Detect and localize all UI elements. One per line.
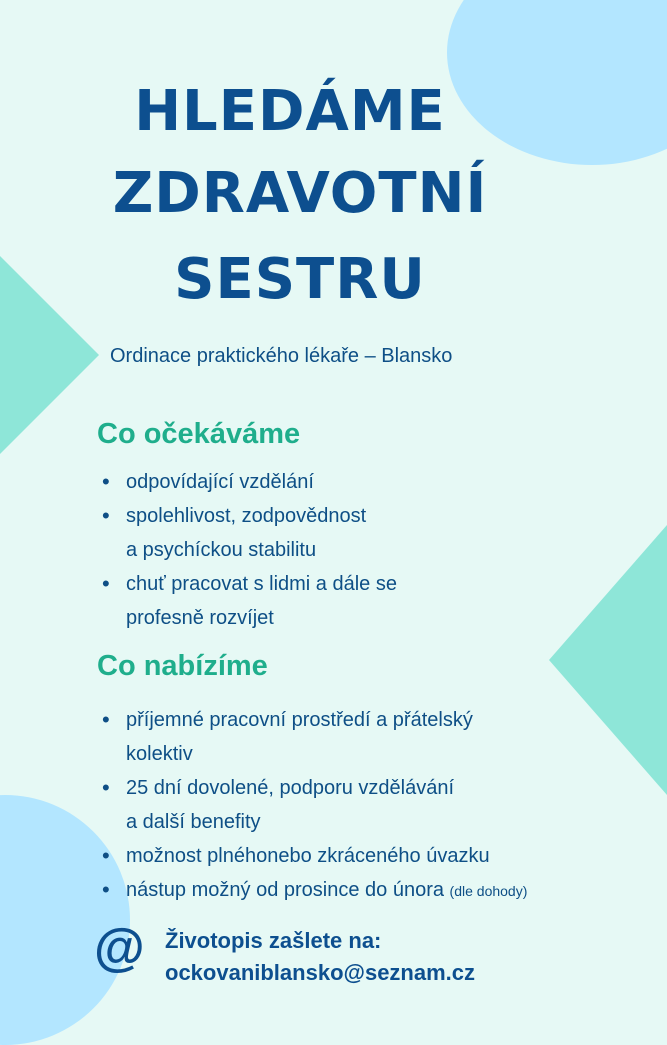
list-item (100, 567, 520, 635)
decor-circle-top-right (447, 0, 667, 165)
list-item (100, 703, 660, 771)
title-line-1: HLEDÁME (134, 79, 446, 144)
list-item-text: možnost plnéhonebo zkráceného úvazku (126, 845, 490, 867)
list-item-text: • spolehlivost, zodpovědnost (126, 505, 367, 527)
list-item (100, 499, 520, 567)
at-sign-icon: @ (94, 919, 145, 977)
list-item-text: • 25 dní dovolené, podporu vzdělávání (126, 777, 455, 799)
contact-email-link[interactable]: ockovaniblansko@seznam.cz (165, 960, 476, 985)
list-item (100, 771, 660, 839)
list-item-text: • příjemné pracovní prostředí a přátelský (126, 709, 473, 731)
list-item-text: nástup možný od prosince do února (126, 879, 444, 901)
title-line-3: SESTRU (174, 247, 426, 312)
offers-heading: Co nabízíme (97, 650, 268, 682)
list-item-text: a další benefity (126, 811, 261, 833)
offers-list (100, 703, 660, 908)
expectations-heading: Co očekáváme (97, 418, 301, 450)
expectations-list (100, 465, 520, 635)
list-item (100, 839, 660, 873)
list-item-text: profesně rozvíjet (126, 607, 274, 629)
list-item-text: • chuť pracovat s lidmi a dále se (126, 573, 397, 595)
list-item-text: odpovídající vzdělání (126, 471, 314, 493)
list-item (100, 465, 520, 499)
list-item-text: kolektiv (126, 743, 193, 765)
list-item-text: a psychíckou stabilitu (126, 539, 317, 561)
list-item (100, 873, 660, 908)
title-line-2: ZDRAVOTNÍ (112, 161, 488, 226)
subtitle: Ordinace praktického lékaře – Blansko (110, 345, 453, 367)
list-item-note: (dle dohody) (449, 883, 528, 899)
contact-label: Životopis zašlete na: (165, 928, 382, 953)
